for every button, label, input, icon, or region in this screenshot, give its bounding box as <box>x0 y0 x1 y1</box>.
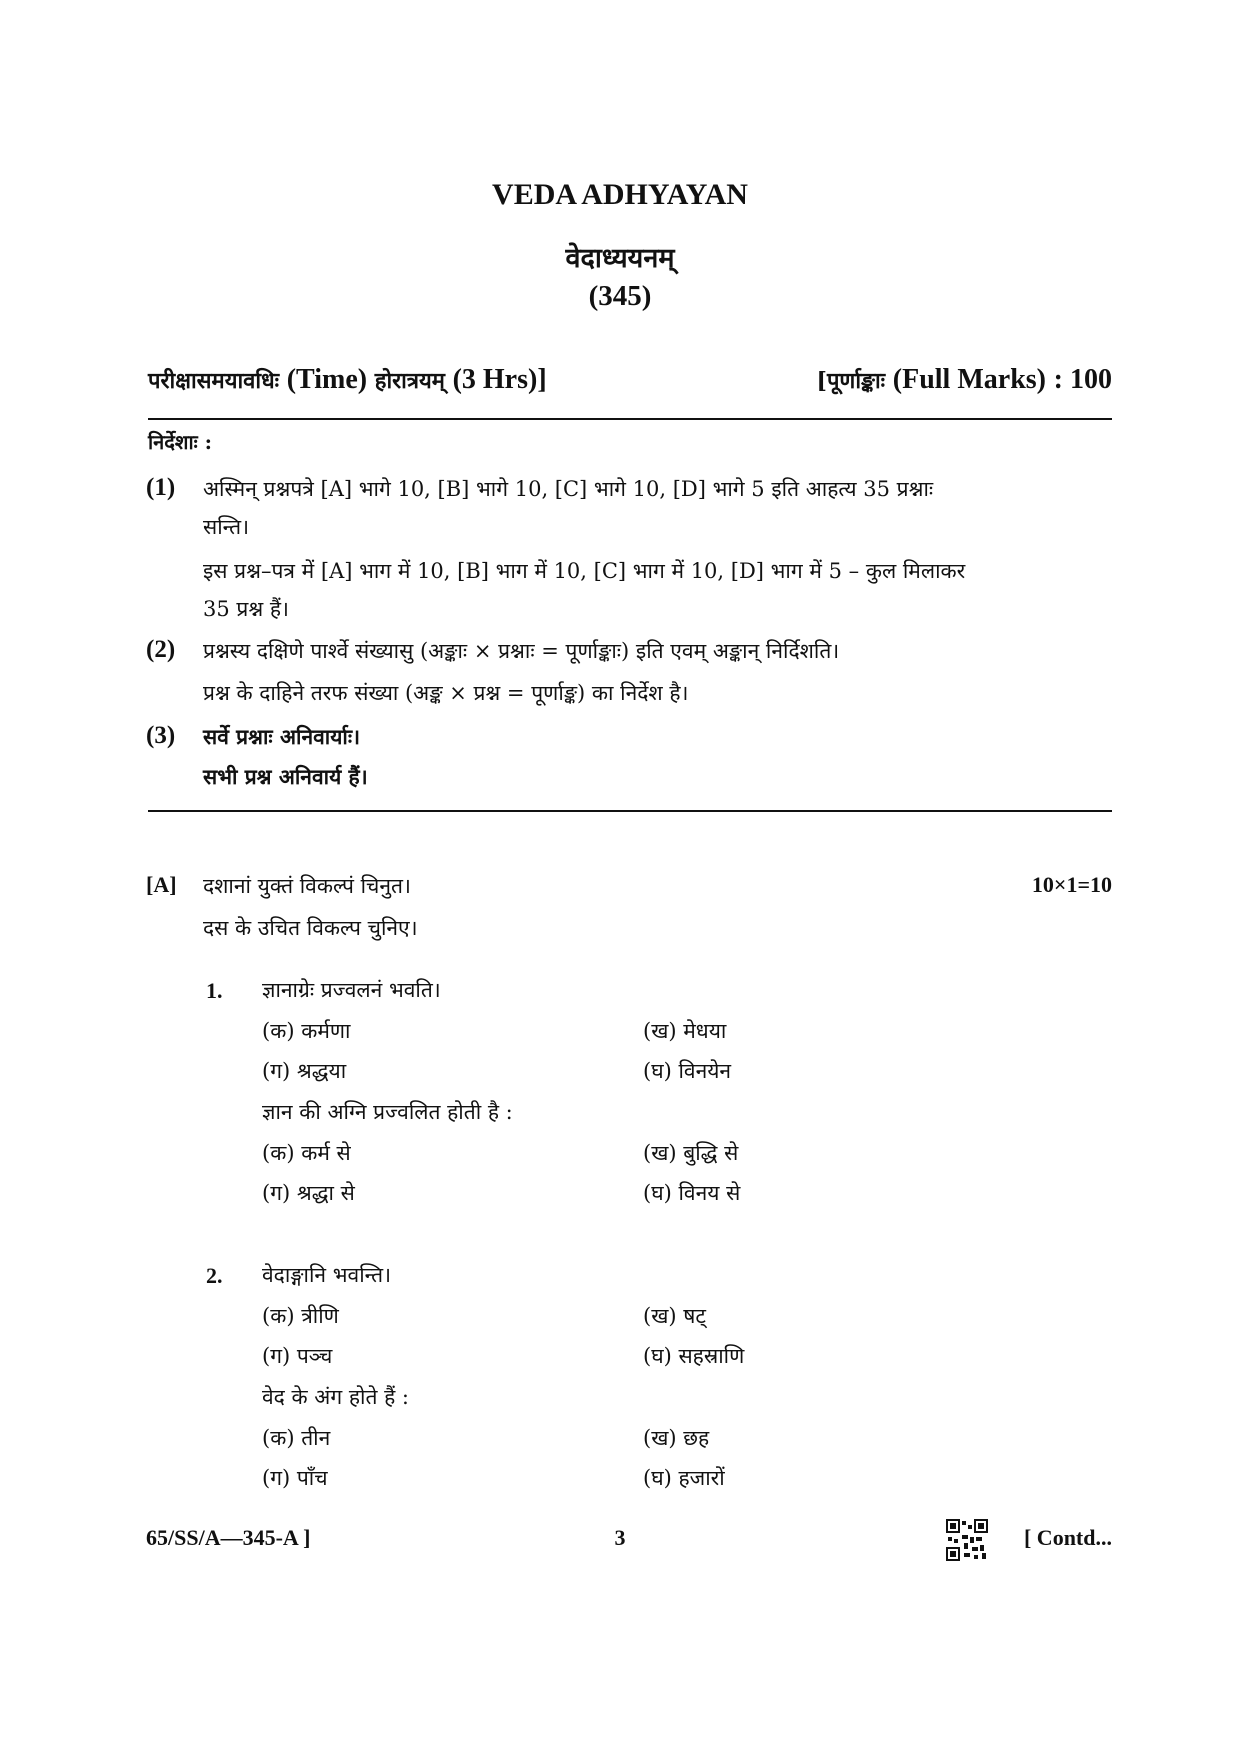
instruction-line: सभी प्रश्न अनिवार्य हैं। <box>203 764 368 789</box>
paper-title: VEDA ADHYAYAN <box>492 178 748 211</box>
time-prefix: परीक्षासमयावधिः <box>148 368 280 394</box>
question-number: 2. <box>206 1263 223 1288</box>
instruction-number: (3) <box>146 722 176 749</box>
option-ka: (क) तीन <box>262 1426 331 1450</box>
divider-bottom <box>148 810 1112 812</box>
time-hours: (3 Hrs)] <box>452 364 547 395</box>
section-label: [A] <box>146 872 177 897</box>
instruction-line: 35 प्रश्न हैं। <box>203 597 289 621</box>
option-ga: (ग) पाँच <box>262 1466 328 1490</box>
instruction-line: सर्वे प्रश्नाः अनिवार्याः। <box>203 724 361 749</box>
option-ka: (क) कर्म से <box>262 1141 351 1165</box>
continued-label: [ Contd... <box>1023 1525 1112 1550</box>
marks-en: (Full Marks) <box>892 364 1046 395</box>
option-ga: (ग) पञ्च <box>262 1344 333 1368</box>
instruction-line: प्रश्न के दाहिने तरफ संख्या (अङ्क × प्रश्न = पूर्णाङ्क) का निर्देश है। <box>203 681 689 705</box>
footer-paper-code: 65/SS/A—345-A ] <box>146 1525 311 1550</box>
instruction-number: (1) <box>146 474 176 501</box>
option-kha: (ख) छह <box>643 1426 710 1450</box>
section-instruction-hi: दस के उचित विकल्प चुनिए। <box>203 916 418 940</box>
instruction-line: प्रश्नस्य दक्षिणे पार्श्वे संख्यासु (अङ्काः × प्रश्नाः = पूर्णाङ्काः) इति एवम् अङ्कान् निर्दिशति। <box>203 639 840 663</box>
time-mid: होरात्रयम् <box>374 368 445 394</box>
paper-code: (345) <box>588 280 652 312</box>
time-en: (Time) <box>286 364 368 395</box>
option-kha: (ख) बुद्धि से <box>643 1141 739 1165</box>
option-kha: (ख) षट् <box>643 1304 706 1328</box>
instructions-heading: निर्देशाः : <box>148 430 213 454</box>
instruction-line: अस्मिन् प्रश्नपत्रे [A] भागे 10, [B] भागे 10, [C] भागे 10, [D] भागे 5 इति आहत्य 35 प्रश्नाः <box>203 477 934 501</box>
option-ga: (ग) श्रद्धा से <box>262 1181 355 1205</box>
full-marks <box>817 364 1112 396</box>
question-text-sa: ज्ञानाग्रेः प्रज्वलनं भवति। <box>262 978 441 1002</box>
option-gha: (घ) विनय से <box>643 1181 741 1205</box>
question-text-hi: वेद के अंग होते हैं : <box>262 1385 409 1409</box>
option-gha: (घ) हजारों <box>643 1466 725 1490</box>
paper-subtitle: वेदाध्ययनम् <box>565 243 675 274</box>
marks-prefix: [पूर्णाङ्काः <box>816 368 886 394</box>
option-ga: (ग) श्रद्धया <box>262 1059 347 1083</box>
divider-top <box>148 418 1112 420</box>
qr-code-icon <box>946 1519 988 1561</box>
option-ka: (क) कर्मणा <box>262 1019 351 1043</box>
option-kha: (ख) मेधया <box>643 1019 727 1043</box>
instruction-line: इस प्रश्न–पत्र में [A] भाग में 10, [B] भाग में 10, [C] भाग में 10, [D] भाग में 5 – कुल मिलाकर <box>203 559 966 583</box>
instruction-number: (2) <box>146 636 176 663</box>
section-score: 10×1=10 <box>1031 872 1112 897</box>
question-text-sa: वेदाङ्गानि भवन्ति। <box>262 1263 392 1287</box>
question-number: 1. <box>206 978 223 1003</box>
time-allowed <box>148 364 547 396</box>
marks-value: : 100 <box>1053 364 1112 395</box>
option-gha: (घ) विनयेन <box>643 1059 732 1083</box>
option-gha: (घ) सहस्राणि <box>643 1344 745 1368</box>
option-ka: (क) त्रीणि <box>262 1304 339 1328</box>
page-number: 3 <box>614 1525 626 1550</box>
instruction-line: सन्ति। <box>203 515 250 539</box>
section-instruction-sa: दशानां युक्तं विकल्पं चिनुत। <box>203 874 411 898</box>
question-text-hi: ज्ञान की अग्नि प्रज्वलित होती है : <box>262 1100 513 1124</box>
